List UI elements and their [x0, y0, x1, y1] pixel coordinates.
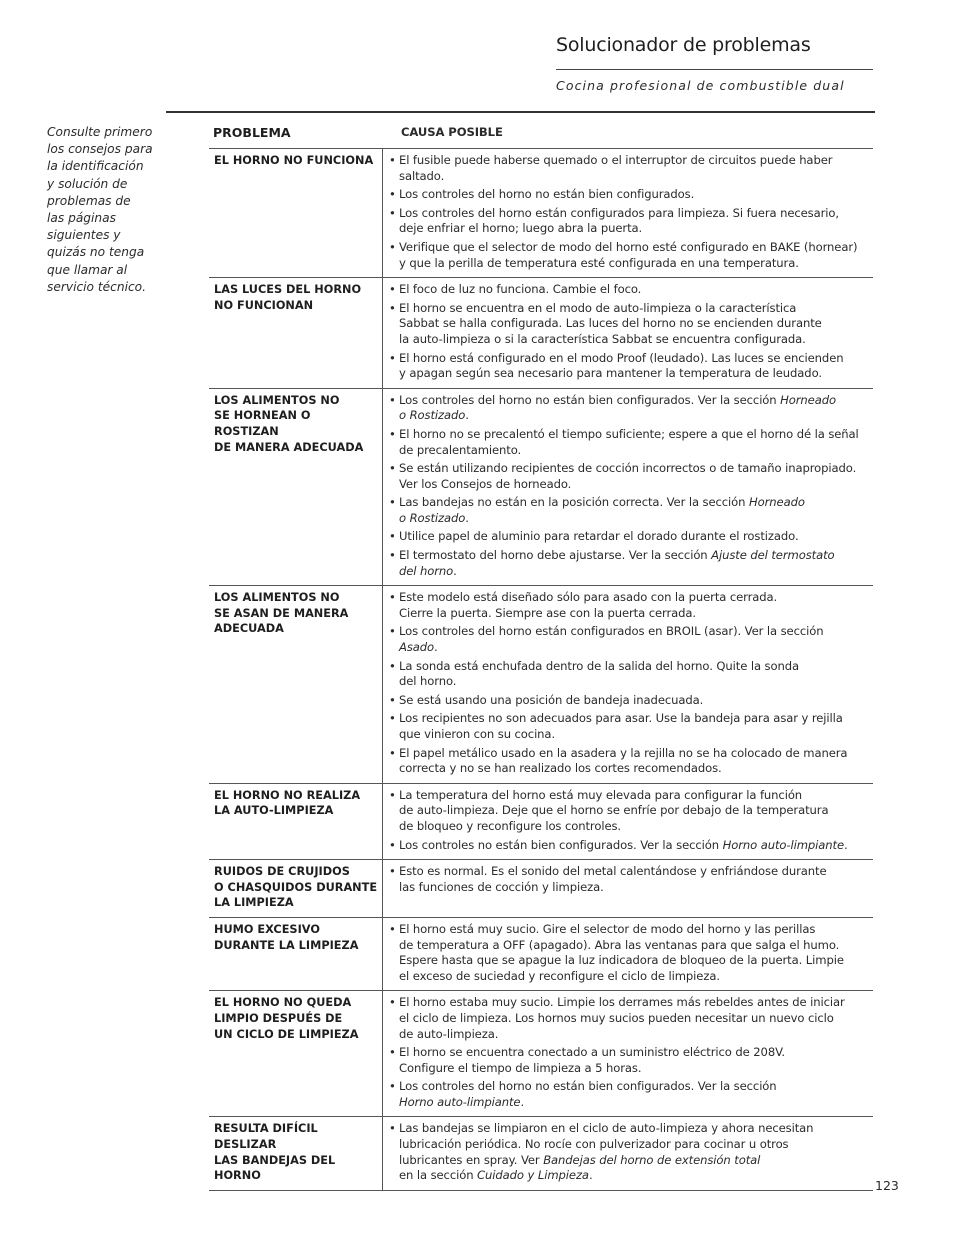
cause-item [389, 922, 873, 984]
cause-text: El horno se encuentra conectado a un suministro eléctrico de 208V. Configure el tiempo de limpieza a 5 horas. [399, 1045, 786, 1075]
cause-text: . [520, 1094, 525, 1109]
bullet-icon: • [389, 1121, 396, 1136]
cause-text: El termostato del horno debe ajustarse. Ver la sección [399, 548, 712, 563]
cause-list [383, 784, 873, 859]
problem-cell: EL HORNO NO FUNCIONA [209, 149, 383, 277]
cause-item [389, 624, 873, 655]
cause-item [389, 301, 873, 348]
problem-cell: LAS LUCES DEL HORNO NO FUNCIONAN [209, 278, 383, 388]
cause-reference: Horno auto-limpiante [722, 837, 845, 852]
cause-item [389, 693, 873, 709]
column-header-problem: PROBLEMA [213, 125, 291, 140]
problem-cell: LOS ALIMENTOS NO SE HORNEAN O ROSTIZAN DE MANERA ADECUADA [209, 389, 383, 586]
cause-list [383, 278, 873, 388]
cause-list [383, 918, 873, 990]
cause-item [389, 240, 873, 271]
bullet-icon: • [389, 1079, 396, 1094]
bullet-icon: • [389, 300, 396, 315]
page-title: Solucionador de problemas [556, 34, 811, 56]
cause-list [383, 389, 873, 586]
table-row [209, 783, 873, 859]
cause-text: La temperatura del horno está muy elevada para configurar la función de auto-limpieza. Deje que el horno se enfríe por debajo de la temperatura de bloqueo y reconfigure los controles. [399, 787, 829, 833]
cause-text: Los controles del horno están configurados en BROIL (asar). Ver la sección [399, 624, 824, 639]
cause-item [389, 1121, 873, 1183]
cause-text: El foco de luz no funciona. Cambie el foco. [399, 282, 642, 297]
cause-text: . [465, 510, 469, 525]
table-row [209, 990, 873, 1116]
table-row [209, 149, 873, 277]
problem-cell: EL HORNO NO REALIZA LA AUTO-LIMPIEZA [209, 784, 383, 859]
cause-text: El papel metálico usado en la asadera y la rejilla no se ha colocado de manera correcta y no se han realizado los cortes recomendados. [399, 745, 848, 776]
bullet-icon: • [389, 921, 396, 936]
cause-item [389, 461, 873, 492]
cause-item [389, 711, 873, 742]
cause-item [389, 746, 873, 777]
bullet-icon: • [389, 392, 396, 407]
cause-text: El horno se encuentra en el modo de auto-limpieza o la característica Sabbat se halla configurada. Las luces del horno no se encienden durante la auto-limpieza o si la característica Sabbat se encuentra configurada. [399, 300, 822, 346]
cause-item [389, 427, 873, 458]
cause-list [383, 149, 873, 277]
bullet-icon: • [389, 590, 396, 605]
bullet-icon: • [389, 995, 396, 1010]
cause-text: Las bandejas se limpiaron en el ciclo de auto-limpieza y ahora necesitan lubricación periódica. No rocíe con pulverizador para cocinar u otros lubricantes en spray. Ver [399, 1121, 814, 1167]
bullet-icon: • [389, 495, 396, 510]
cause-list [383, 860, 873, 917]
cause-item [389, 995, 873, 1042]
bullet-icon: • [389, 745, 396, 760]
cause-item [389, 282, 873, 298]
cause-text: Los controles no están bien configurados. Ver la sección [399, 837, 723, 852]
table-row [209, 585, 873, 783]
cause-text: Utilice papel de aluminio para retardar el dorado durante el rostizado. [399, 529, 799, 544]
cause-item [389, 351, 873, 382]
bullet-icon: • [389, 787, 396, 802]
cause-reference: Horneado o Rostizado [399, 495, 805, 525]
bullet-icon: • [389, 548, 396, 563]
title-divider [556, 69, 873, 70]
cause-text: Los controles del horno no están bien configurados. Ver la sección [399, 392, 781, 407]
problem-cell: HUMO EXCESIVO DURANTE LA LIMPIEZA [209, 918, 383, 990]
table-row [209, 859, 873, 917]
problem-cell: RUIDOS DE CRUJIDOS O CHASQUIDOS DURANTE LA LIMPIEZA [209, 860, 383, 917]
cause-item [389, 495, 873, 526]
bullet-icon: • [389, 624, 396, 639]
cause-list [383, 1117, 873, 1189]
cause-item [389, 393, 873, 424]
cause-reference: Bandejas del horno de extensión total [543, 1152, 761, 1167]
cause-item [389, 1045, 873, 1076]
bullet-icon: • [389, 529, 396, 544]
cause-item [389, 153, 873, 184]
cause-list [383, 586, 873, 783]
problem-cell: EL HORNO NO QUEDA LIMPIO DESPUÉS DE UN CICLO DE LIMPIEZA [209, 991, 383, 1116]
column-header-cause: CAUSA POSIBLE [401, 125, 503, 139]
cause-text: Esto es normal. Es el sonido del metal calentándose y enfriándose durante las funciones de cocción y limpieza. [399, 864, 827, 894]
page-subtitle: Cocina profesional de combustible dual [556, 78, 845, 93]
cause-reference: Asado [399, 640, 435, 655]
cause-text: El horno está configurado en el modo Proof (leudado). Las luces se encienden y apagan según sea necesario para mantener la temperatura de leudado. [399, 350, 844, 381]
table-row [209, 917, 873, 990]
cause-text: . [588, 1168, 593, 1183]
cause-reference: Horneado o Rostizado [399, 392, 836, 423]
bullet-icon: • [389, 692, 396, 707]
bullet-icon: • [389, 461, 396, 476]
cause-text: Verifique que el selector de modo del horno esté configurado en BAKE (hornear) y que la perilla de temperatura esté configurada en una temperatura. [399, 239, 858, 270]
troubleshooting-table [209, 148, 873, 1191]
bullet-icon: • [389, 239, 396, 254]
cause-text: Se están utilizando recipientes de cocción incorrectos o de tamaño inapropiado. Ver los Consejos de horneado. [399, 461, 857, 491]
cause-text: El horno estaba muy sucio. Limpie los derrames más rebeldes antes de iniciar el ciclo de limpieza. Los hornos muy sucios pueden necesitar un nuevo ciclo de auto-limpieza. [399, 995, 845, 1041]
cause-text: Este modelo está diseñado sólo para asado con la puerta cerrada. Cierre la puerta. Siempre ase con la puerta cerrada. [399, 590, 778, 620]
bullet-icon: • [389, 837, 396, 852]
cause-text: . [453, 563, 457, 578]
side-note [47, 124, 162, 296]
cause-reference: Horno auto-limpiante [399, 1094, 521, 1109]
cause-text: Los controles del horno están configurados para limpieza. Si fuera necesario, deje enfriar el horno; luego abra la puerta. [399, 205, 839, 236]
cause-text: La sonda está enchufada dentro de la salida del horno. Quite la sonda del horno. [399, 658, 800, 689]
cause-text: Las bandejas no están en la posición correcta. Ver la sección [399, 495, 750, 510]
cause-item [389, 659, 873, 690]
bullet-icon: • [389, 187, 396, 202]
cause-item [389, 864, 873, 895]
table-row [209, 1116, 873, 1189]
cause-item [389, 788, 873, 835]
bullet-icon: • [389, 864, 396, 879]
bullet-icon: • [389, 658, 396, 673]
bullet-icon: • [389, 350, 396, 365]
cause-text: Los recipientes no son adecuados para asar. Use la bandeja para asar y rejilla que vinieron con su cocina. [399, 711, 843, 741]
cause-text: . [434, 640, 438, 655]
cause-text: Se está usando una posición de bandeja inadecuada. [399, 692, 704, 707]
table-row [209, 277, 873, 388]
cause-text: en la sección [399, 1168, 474, 1183]
cause-text: Los controles del horno no están bien configurados. [399, 187, 695, 202]
problem-cell: LOS ALIMENTOS NO SE ASAN DE MANERA ADECUADA [209, 586, 383, 783]
cause-item [389, 529, 873, 545]
cause-reference: Ajuste del termostato del horno [399, 548, 835, 578]
cause-item [389, 548, 873, 579]
header-divider [166, 111, 875, 113]
bullet-icon: • [389, 711, 396, 726]
bullet-icon: • [389, 282, 396, 297]
cause-item [389, 590, 873, 621]
bullet-icon: • [389, 205, 396, 220]
cause-item [389, 838, 873, 854]
table-row [209, 388, 873, 586]
side-note-text: Consulte primero los consejos para la identificación y solución de problemas de las páginas siguientes y quizás no tenga que llamar al servicio técnico. [47, 125, 153, 294]
bullet-icon: • [389, 426, 396, 441]
problem-cell: RESULTA DIFÍCIL DESLIZAR LAS BANDEJAS DEL HORNO [209, 1117, 383, 1189]
cause-item [389, 187, 873, 203]
cause-text: . [844, 837, 848, 852]
cause-reference: Cuidado y Limpieza [477, 1168, 589, 1183]
cause-text: El fusible puede haberse quemado o el interruptor de circuitos puede haber saltado. [399, 153, 833, 183]
cause-text: El horno está muy sucio. Gire el selector de modo del horno y las perillas de temperatura a OFF (apagado). Abra las ventanas para que salga el humo. Espere hasta que se apague la luz indicadora de bloqueo de la puerta. Limpie el exceso de suciedad y reconfigure el ciclo de limpieza. [399, 921, 844, 983]
cause-text: . [465, 408, 469, 423]
cause-text: El horno no se precalentó el tiempo suficiente; espere a que el horno dé la señal de precalentamiento. [399, 426, 859, 457]
cause-item [389, 206, 873, 237]
bullet-icon: • [389, 153, 396, 167]
bullet-icon: • [389, 1045, 396, 1060]
page-number: 123 [875, 1178, 899, 1193]
cause-text: Los controles del horno no están bien configurados. Ver la sección [399, 1079, 777, 1094]
cause-item [389, 1079, 873, 1110]
cause-list [383, 991, 873, 1116]
